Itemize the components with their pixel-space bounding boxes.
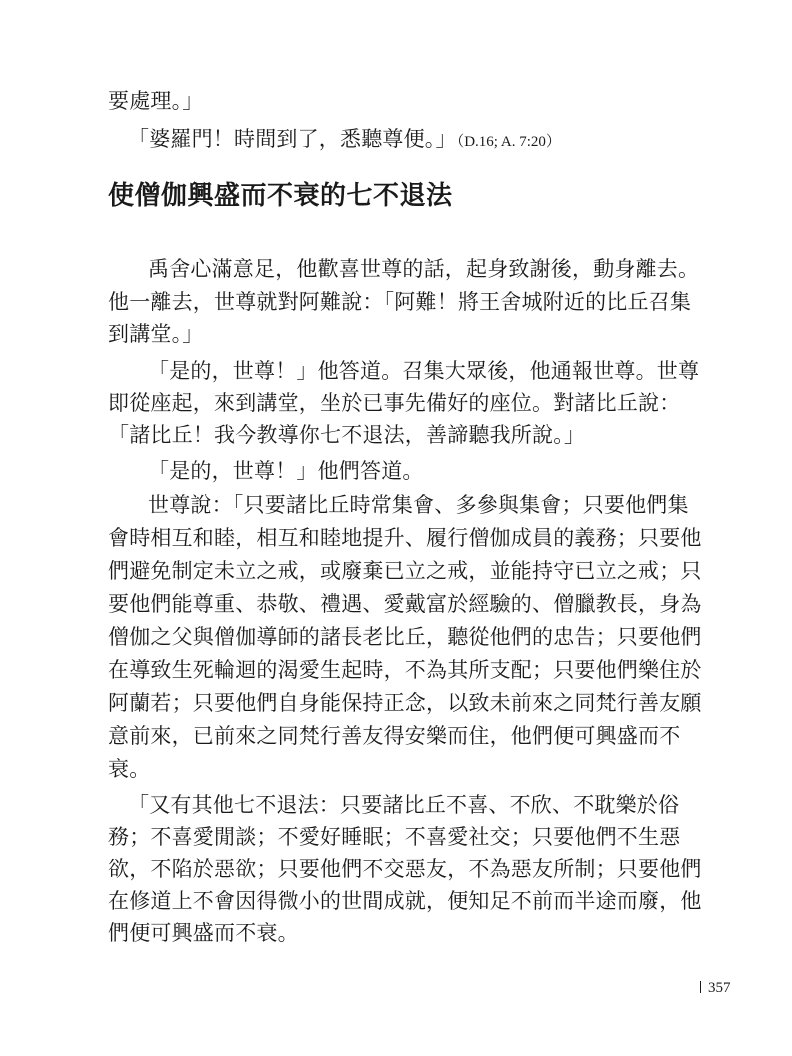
text-line: 「又有其他七不退法：只要諸比丘不喜、不欣、不耽樂於俗 <box>128 793 680 817</box>
text-line: 「是的，世尊！」他們答道。 <box>148 459 424 483</box>
text-line: 世尊說：「只要諸比丘時常集會、多參與集會；只要他們集 <box>148 493 689 517</box>
text-line: 欲，不陷於惡欲；只要他們不交惡友，不為惡友所制；只要他們 <box>108 857 702 881</box>
quote-line <box>128 124 561 157</box>
text-line: 僧伽之父與僧伽導師的諸長老比丘，聽從他們的忠告；只要他們 <box>108 625 702 649</box>
text-line: 衰。 <box>108 757 151 781</box>
text-line: 意前來，已前來之同梵行善友得安樂而住，他們便可興盛而不 <box>108 724 681 748</box>
text-line: 在修道上不會因得微小的世間成就，便知足不前而半途而廢，他 <box>108 889 702 913</box>
text-line: 禹舍心滿意足，他歡喜世尊的話，起身致謝後，動身離去。 <box>148 257 700 281</box>
text-line: 們避免制定未立之戒，或廢棄已立之戒，並能持守已立之戒；只 <box>108 559 702 583</box>
text-line: 務；不喜愛閒談；不愛好睡眠；不喜愛社交；只要他們不生惡 <box>108 825 681 849</box>
text-line: 們便可興盛而不衰。 <box>108 921 299 945</box>
text-line: 會時相互和睦，相互和睦地提升、履行僧伽成員的義務；只要他 <box>108 526 702 550</box>
citation: （D.16; A. 7:20） <box>456 134 561 150</box>
text-line: 「是的，世尊！」他答道。召集大眾後，他通報世尊。世尊 <box>148 359 700 383</box>
text-line: 「諸比丘！我今教導你七不退法，善諦聽我所說。」 <box>108 423 586 447</box>
page-number-divider <box>700 981 701 993</box>
text-line: 阿蘭若；只要他們自身能保持正念，以致未前來之同梵行善友願 <box>108 691 702 715</box>
text-line: 在導致生死輪迴的渴愛生起時，不為其所支配；只要他們樂住於 <box>108 658 702 682</box>
text-line: 要處理。」 <box>108 89 204 113</box>
quote-text: 「婆羅門！時間到了，悉聽尊便。」 <box>128 127 457 151</box>
text-line: 他一離去，世尊就對阿難說：「阿難！將王舍城附近的比丘召集 <box>108 290 692 314</box>
text-line: 要他們能尊重、恭敬、禮遇、愛戴富於經驗的、僧臘教長，身為 <box>108 592 702 616</box>
page-number <box>700 980 731 997</box>
section-heading: 使僧伽興盛而不衰的七不退法 <box>108 181 453 211</box>
page-number-text: 357 <box>708 980 731 996</box>
text-line: 即從座起，來到講堂，坐於已事先備好的座位。對諸比丘說： <box>108 391 681 415</box>
text-line: 到講堂。」 <box>108 322 204 346</box>
